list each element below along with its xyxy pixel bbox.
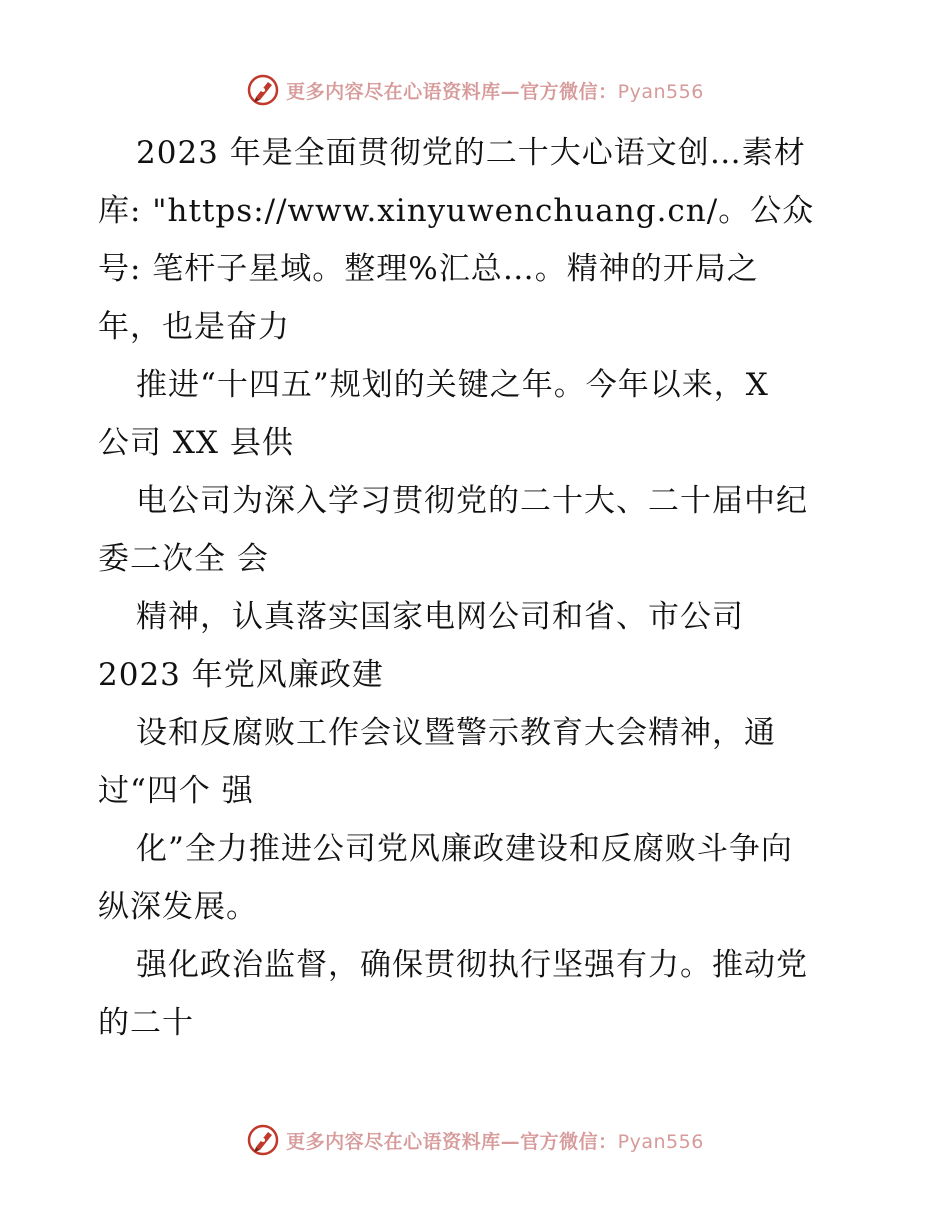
- pen-circle-logo-icon: [246, 73, 280, 107]
- header-banner: [0, 70, 950, 110]
- footer-banner: [0, 1120, 950, 1160]
- banner-wechat-id: Pyan556: [617, 1130, 704, 1153]
- banner-wechat-id: Pyan556: [617, 80, 704, 103]
- text-line: 年，也是奋力: [98, 309, 290, 345]
- text-line: 电公司为深入学习贯彻党的二十大、二十届中纪: [136, 483, 808, 519]
- text-line: 强化政治监督，确保贯彻执行坚强有力。推动党: [136, 947, 808, 983]
- text-line: 纵深发展。: [98, 889, 258, 925]
- text-line: 过“四个 强: [98, 773, 254, 809]
- text-line: 公司 XX 县供: [98, 425, 294, 461]
- banner-text: 更多内容尽在心语资料库—官方微信：: [286, 80, 618, 103]
- pen-circle-logo-icon: [246, 1123, 280, 1157]
- text-line: 2023 年党风廉政建: [98, 657, 384, 693]
- text-line: 设和反腐败工作会议暨警示教育大会精神，通: [136, 715, 776, 751]
- text-line: 精神，认真落实国家电网公司和省、市公司: [136, 599, 744, 635]
- document-body: [98, 124, 858, 1052]
- banner-text: 更多内容尽在心语资料库—官方微信：: [286, 1130, 618, 1153]
- text-line: 库: "https://www.xinyuwenchuang.cn/。公众: [98, 193, 815, 229]
- text-line: 委二次全 会: [98, 541, 269, 577]
- text-line: 推进“十四五”规划的关键之年。今年以来，X: [136, 367, 769, 403]
- text-line: 化”全力推进公司党风廉政建设和反腐败斗争向: [136, 831, 793, 867]
- text-line: 的二十: [98, 1005, 194, 1041]
- text-line: 号: 笔杆子星域。整理%汇总…。精神的开局之: [98, 251, 759, 287]
- text-line: 2023 年是全面贯彻党的二十大心语文创…素材: [136, 135, 806, 171]
